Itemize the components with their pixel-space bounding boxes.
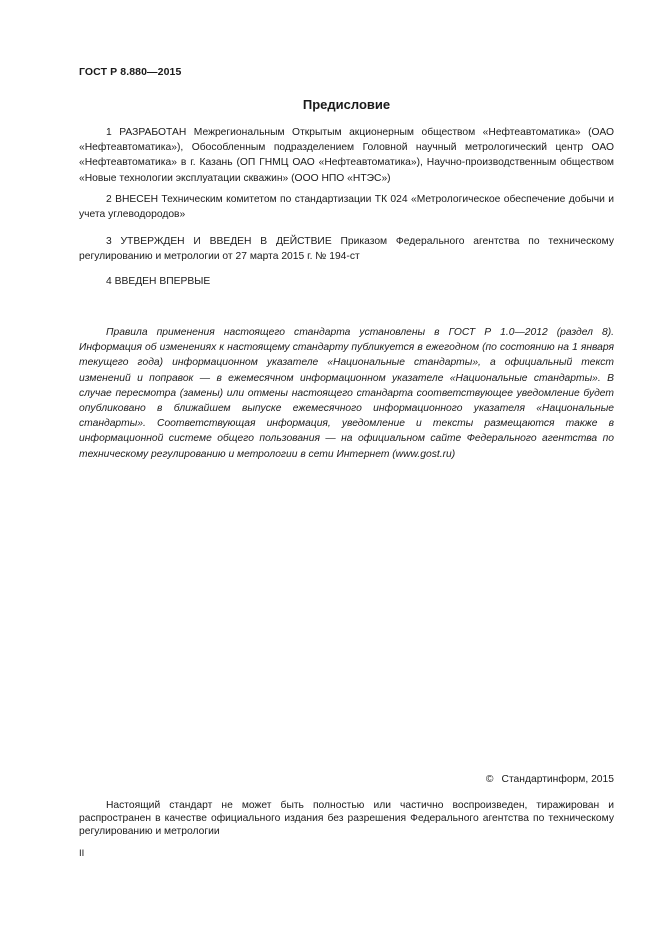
- paragraph-approved: 3 УТВЕРЖДЕН И ВВЕДЕН В ДЕЙСТВИЕ Приказом Федерального агентства по техническому регулированию и метрологии от 27 марта 2015 г. № 194-ст: [79, 236, 614, 263]
- page-number: II: [79, 848, 85, 859]
- application-rules-notice: Правила применения настоящего стандарта установлены в ГОСТ Р 1.0—2012 (раздел 8). Информация об изменениях к настоящему стандарту публикуется в ежегодном (по состоянию на 1 января текущего года) информационном указателе «Национальные стандарты», а официальный текст изменений и поправок — в ежемесячном информационном указателе «Национальные стандарты». В случае пересмотра (замены) или отмены настоящего стандарта соответствующее уведомление будет опубликовано в ближайшем выпуске ежемесячного информационного указателя «Национальные стандарты». Соответствующая информация, уведомление и тексты размещаются также в информационной системе общего пользования — на официальном сайте Федерального агентства по техническому регулированию и метрологии в сети Интернет (www.gost.ru): [79, 327, 614, 460]
- copyright-text: Стандартинформ, 2015: [501, 774, 614, 785]
- paragraph-introduced-by: 2 ВНЕСЕН Техническим комитетом по стандартизации ТК 024 «Метрологическое обеспечение добычи и учета углеводородов»: [79, 194, 614, 221]
- copyright-icon: ©: [485, 774, 494, 785]
- reproduction-notice: Настоящий стандарт не может быть полностью или частично воспроизведен, тиражирован и распространен в качестве официального издания без разрешения Федерального агентства по техническому регулированию и метрологии: [79, 800, 614, 837]
- section-title: Предисловие: [302, 97, 391, 112]
- copyright-line: [486, 774, 614, 785]
- document-code: ГОСТ Р 8.880—2015: [79, 66, 182, 78]
- paragraph-first-introduced: 4 ВВЕДЕН ВПЕРВЫЕ: [106, 276, 211, 287]
- paragraph-developed-by: 1 РАЗРАБОТАН Межрегиональным Открытым акционерным обществом «Нефтеавтоматика» (ОАО «Нефтеавтоматика»), Обособленным подразделением Головной научный метрологический центр ОАО «Нефтеавтоматика» в г. Казань (ОП ГНМЦ ОАО «Нефтеавтоматика»), Научно-производственным обществом «Новые технологии эксплуатации скважин» (ООО НПО «НТЭС»): [79, 127, 614, 184]
